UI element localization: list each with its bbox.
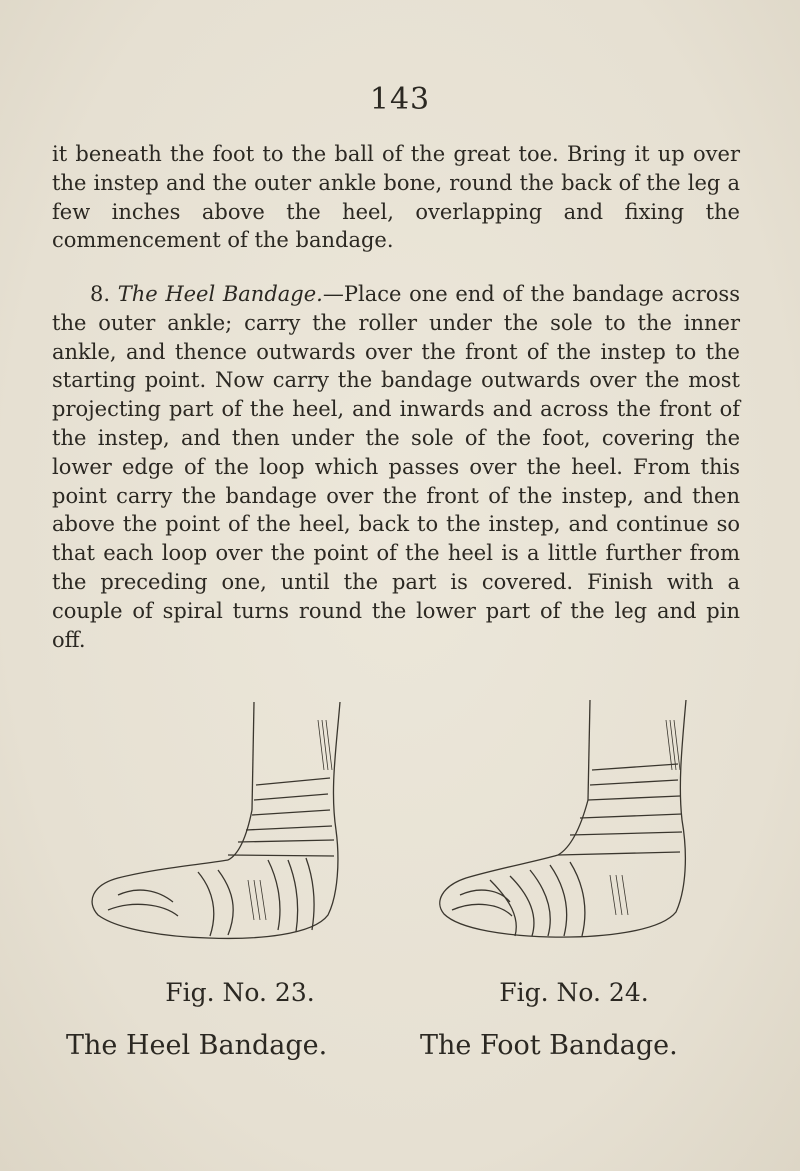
page-number: 143 — [369, 82, 431, 117]
figure-23-caption: The Heel Bandage. — [66, 1030, 328, 1061]
figure-23-label: Fig. No. 23. — [165, 978, 315, 1007]
heel-bandage-illustration — [78, 690, 348, 970]
foot-bandage-illustration — [430, 690, 700, 970]
section-text: —Place one end of the bandage across the outer ankle; carry the roller under the sole to the inner ankle, and thence outwards over the front of the instep to the starting point. Now carry the bandage outwards over the most projecting part of the heel, and inwards and across the front of the instep, and then under the sole of the foot, covering the lower edge of the loop which passes over the heel. From this point carry the bandage over the front of the instep, and then above the point of the heel, back to the instep, and continue so that each loop over the point of the heel is a little further from the preceding one, until the part is covered. Finish with a couple of spiral turns round the lower part of the leg and pin off. — [52, 282, 740, 652]
section-title: The Heel Bandage. — [117, 282, 323, 306]
figure-24-label: Fig. No. 24. — [499, 978, 649, 1007]
paragraph-2 — [52, 280, 740, 654]
paragraph-1: it beneath the foot to the ball of the great toe. Bring it up over the instep and the outer ankle bone, round the back of the leg a few inches above the heel, overlapping and fixing the commencement of the bandage. — [52, 142, 740, 253]
figure-24-caption: The Foot Bandage. — [420, 1030, 678, 1061]
section-number: 8. — [90, 282, 111, 306]
